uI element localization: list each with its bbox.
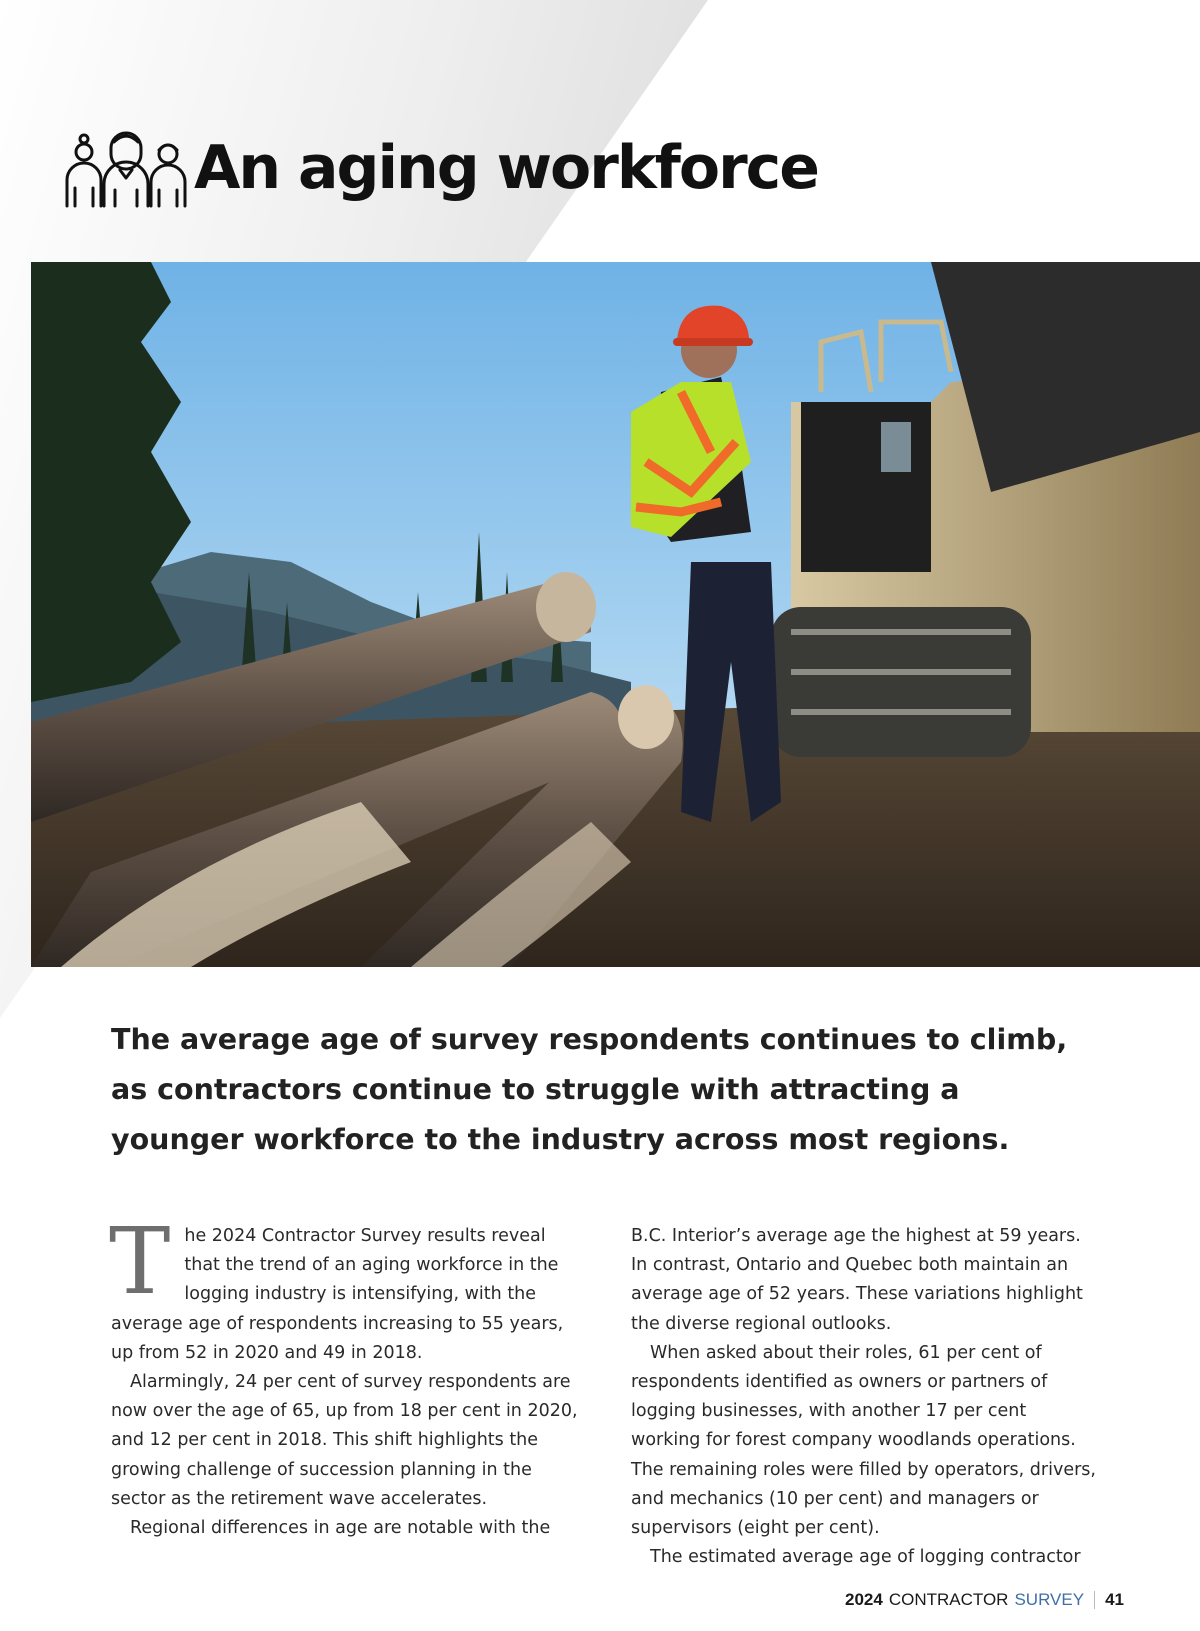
footer-divider — [1094, 1591, 1095, 1609]
drop-cap: T — [109, 1208, 171, 1315]
footer-survey: SURVEY — [1014, 1590, 1085, 1609]
paragraph-3: Regional differences in age are notable with the — [130, 1518, 551, 1539]
article-column-left — [109, 1208, 581, 1543]
paragraph-5: When asked about their roles, 61 per cent of respondents identified as owners or partners of logging businesses, with another 17 per cent working for forest company woodlands operations. The remaining roles were filled by operators, drivers, and mechanics (10 per cent) and managers or supervisors (eight per cent). — [631, 1342, 1096, 1539]
paragraph-1-text: he 2024 Contractor Survey results reveal that the trend of an aging workforce in the logging industry is intensifying, with the average age of respondents increasing to 55 years, up from 52 in 2020 and 49 in 2018. — [111, 1226, 564, 1363]
page-footer — [845, 1590, 1124, 1610]
paragraph-1 — [109, 1208, 581, 1368]
article-deck: The average age of survey respondents continues to climb, as contractors continue to struggle with attracting a younger workforce to the industry across most regions. — [111, 1023, 1068, 1156]
paragraph-2: Alarmingly, 24 per cent of survey respondents are now over the age of 65, up from 18 per cent in 2020, and 12 per cent in 2018. This shift highlights the growing challenge of succession planning in the sector as the retirement wave accelerates. — [111, 1372, 578, 1509]
people-group-icon — [62, 126, 190, 210]
paragraph-4: B.C. Interior’s average age the highest at 59 years. In contrast, Ontario and Quebec both maintain an average age of 52 years. These variations highlight the diverse regional outlooks. — [631, 1226, 1083, 1334]
page-title: An aging workforce — [194, 133, 818, 203]
logging-site-photo — [31, 262, 1200, 967]
article-column-right — [631, 1222, 1101, 1572]
photo-illustration — [31, 262, 1200, 967]
page-header — [62, 118, 818, 218]
footer-year: 2024 — [845, 1590, 883, 1609]
page-number: 41 — [1105, 1590, 1124, 1609]
paragraph-6: The estimated average age of logging contractor — [650, 1547, 1081, 1568]
footer-contractor: CONTRACTOR — [888, 1590, 1009, 1609]
